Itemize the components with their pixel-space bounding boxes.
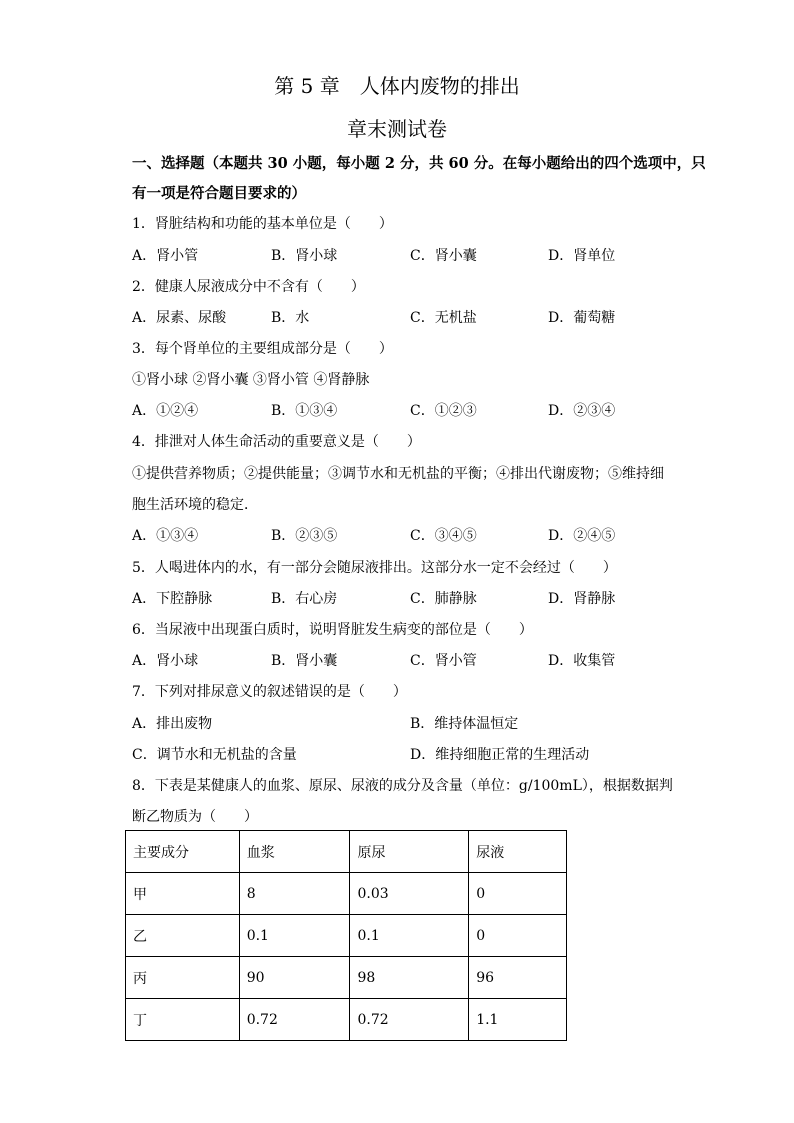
table-row — [126, 915, 567, 957]
question-8-stem-line-2: 断乙物质为（ ） — [132, 809, 258, 825]
question-4-option-b: B．②③⑤ — [271, 528, 338, 544]
question-4-option-a: A．①③④ — [132, 528, 199, 544]
table-cell: 0.72 — [239, 999, 350, 1041]
table-cell: 甲 — [126, 873, 240, 915]
question-6-stem: 6．当尿液中出现蛋白质时，说明肾脏发生病变的部位是（ ） — [132, 622, 533, 638]
chapter-title: 第 5 章 人体内废物的排出 — [274, 74, 520, 98]
question-3-option-a: A．①②④ — [132, 403, 199, 419]
table-cell: 98 — [350, 957, 469, 999]
question-6-option-c: C．肾小管 — [410, 653, 477, 669]
table-cell: 丁 — [126, 999, 240, 1041]
table-cell: 0 — [469, 873, 567, 915]
question-1-stem: 1．肾脏结构和功能的基本单位是（ ） — [132, 216, 393, 232]
question-7-option-b: B．维持体温恒定 — [410, 716, 519, 732]
question-1-option-d: D．肾单位 — [548, 248, 616, 264]
question-4-items-line-1: ①提供营养物质；②提供能量；③调节水和无机盐的平衡；④排出代谢废物；⑤维持细 — [132, 466, 664, 482]
table-cell: 0.72 — [350, 999, 469, 1041]
table-cell: 96 — [469, 957, 567, 999]
composition-table — [125, 830, 567, 1041]
table-cell: 乙 — [126, 915, 240, 957]
section-heading-line-1: 一、选择题（本题共 30 小题，每小题 2 分，共 60 分。在每小题给出的四个选项中，只 — [132, 155, 706, 172]
question-5-option-a: A．下腔静脉 — [132, 591, 213, 607]
question-1-option-c: C．肾小囊 — [410, 248, 477, 264]
question-1-option-a: A．肾小管 — [132, 248, 199, 264]
question-4-items-line-2: 胞生活环境的稳定． — [132, 497, 258, 513]
table-cell: 0 — [469, 915, 567, 957]
table-cell: 1.1 — [469, 999, 567, 1041]
question-7-option-c: C．调节水和无机盐的含量 — [132, 747, 297, 763]
section-heading-line-2: 有一项是符合题目要求的） — [132, 185, 306, 202]
table-cell: 0.1 — [239, 915, 350, 957]
question-1-option-b: B．肾小球 — [271, 248, 338, 264]
question-6-option-b: B．肾小囊 — [271, 653, 338, 669]
page-subtitle: 章末测试卷 — [347, 117, 447, 141]
table-header-row — [126, 831, 567, 873]
question-4-option-c: C．③④⑤ — [410, 528, 477, 544]
table-cell: 0.03 — [350, 873, 469, 915]
question-4-stem: 4．排泄对人体生命活动的重要意义是（ ） — [132, 434, 421, 450]
question-8-stem-line-1: 8．下表是某健康人的血浆、原尿、尿液的成分及含量（单位：g/100mL），根据数据判 — [132, 778, 673, 794]
question-2-option-d: D．葡萄糖 — [548, 310, 616, 326]
question-3-option-b: B．①③④ — [271, 403, 338, 419]
question-5-option-c: C．肺静脉 — [410, 591, 477, 607]
table-header-cell: 原尿 — [350, 831, 469, 873]
table-cell: 丙 — [126, 957, 240, 999]
question-4-option-d: D．②④⑤ — [548, 528, 616, 544]
question-2-option-a: A．尿素、尿酸 — [132, 310, 227, 326]
table-row — [126, 873, 567, 915]
table-row — [126, 957, 567, 999]
table-cell: 8 — [239, 873, 350, 915]
table-cell: 0.1 — [350, 915, 469, 957]
table-header-cell: 主要成分 — [126, 831, 240, 873]
question-5-option-d: D．肾静脉 — [548, 591, 616, 607]
question-3-option-c: C．①②③ — [410, 403, 477, 419]
question-5-option-b: B．右心房 — [271, 591, 338, 607]
question-5-stem: 5．人喝进体内的水，有一部分会随尿液排出。这部分水一定不会经过（ ） — [132, 560, 617, 576]
question-2-stem: 2．健康人尿液成分中不含有（ ） — [132, 279, 365, 295]
question-3-option-d: D．②③④ — [548, 403, 616, 419]
question-7-option-d: D．维持细胞正常的生理活动 — [410, 747, 590, 763]
question-7-option-a: A．排出废物 — [132, 716, 213, 732]
table-header-cell: 尿液 — [469, 831, 567, 873]
question-3-items: ①肾小球 ②肾小囊 ③肾小管 ④肾静脉 — [132, 372, 370, 388]
question-6-option-d: D．收集管 — [548, 653, 616, 669]
question-6-option-a: A．肾小球 — [132, 653, 199, 669]
question-2-option-c: C．无机盐 — [410, 310, 477, 326]
table-header-cell: 血浆 — [239, 831, 350, 873]
question-7-stem: 7．下列对排尿意义的叙述错误的是（ ） — [132, 684, 407, 700]
table-row — [126, 999, 567, 1041]
question-2-option-b: B．水 — [271, 310, 310, 326]
question-3-stem: 3．每个肾单位的主要组成部分是（ ） — [132, 341, 393, 357]
table-cell: 90 — [239, 957, 350, 999]
